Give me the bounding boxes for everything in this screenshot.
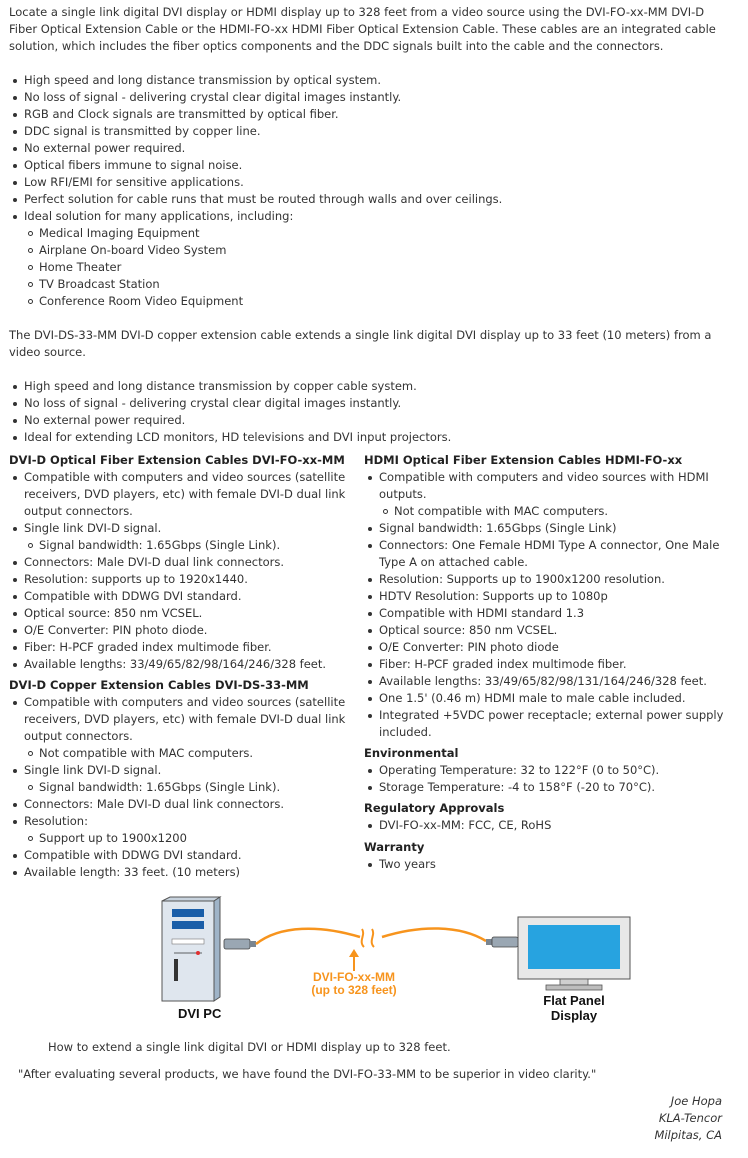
list-item: Ideal for extending LCD monitors, HD televisions and DVI input projectors. (24, 429, 744, 446)
regulatory-heading: Regulatory Approvals (364, 801, 505, 815)
list-item: Compatible with computers and video sources (satellite receivers, DVD players, etc) with female DVI-D dual link output connectors. (24, 469, 359, 520)
list-item: O/E Converter: PIN photo diode. (24, 622, 359, 639)
fiber-features-list (9, 72, 744, 310)
list-item: Not compatible with MAC computers. (39, 745, 359, 762)
warranty-heading: Warranty (364, 840, 425, 854)
fiber-cable-left (256, 929, 360, 944)
dvi-copper-list (9, 694, 359, 881)
list-item: Available lengths: 33/49/65/82/98/164/246/328 feet. (24, 656, 359, 673)
connection-diagram (150, 895, 640, 1030)
list-item: Operating Temperature: 32 to 122°F (0 to 50°C). (379, 762, 724, 779)
list-item: Conference Room Video Equipment (39, 293, 744, 310)
list-item: Connectors: Male DVI-D dual link connectors. (24, 554, 359, 571)
up-arrow-icon (349, 949, 359, 971)
list-item: Home Theater (39, 259, 744, 276)
list-item (379, 469, 724, 520)
sub-list (24, 537, 359, 554)
list-item: Optical source: 850 nm VCSEL. (379, 622, 724, 639)
pc-label: DVI PC (178, 1006, 222, 1021)
list-item-text: Ideal solution for many applications, including: (24, 209, 294, 223)
environmental-heading: Environmental (364, 746, 459, 760)
list-item: No external power required. (24, 140, 744, 157)
list-item: Perfect solution for cable runs that must be routed through walls and over ceilings. (24, 191, 744, 208)
sub-list (24, 830, 359, 847)
display-label-line2: Display (550, 1008, 598, 1023)
signature-location: Milpitas, CA (654, 1128, 722, 1142)
applications-list (24, 225, 744, 310)
signature-name: Joe Hopa (670, 1094, 722, 1108)
list-item: RGB and Clock signals are transmitted by optical fiber. (24, 106, 744, 123)
list-item: Signal bandwidth: 1.65Gbps (Single Link). (39, 779, 359, 796)
list-item-text: Single link DVI-D signal. (24, 521, 162, 535)
list-item (24, 813, 359, 847)
list-item: DDC signal is transmitted by copper line. (24, 123, 744, 140)
diagram-caption: How to extend a single link digital DVI or HDMI display up to 328 feet. (48, 1040, 451, 1054)
cable-break-icon (362, 929, 364, 947)
testimonial-signature (654, 1093, 722, 1144)
dvi-copper-heading: DVI-D Copper Extension Cables DVI-DS-33-MM (9, 678, 309, 692)
list-item: High speed and long distance transmission by optical system. (24, 72, 744, 89)
list-item: Low RFI/EMI for sensitive applications. (24, 174, 744, 191)
dvi-connector-left-icon (224, 939, 256, 949)
list-item: Resolution: supports up to 1920x1440. (24, 571, 359, 588)
dvi-connector-right-icon (486, 937, 518, 947)
environmental-list (364, 762, 724, 796)
hdmi-fiber-heading: HDMI Optical Fiber Extension Cables HDMI-FO-xx (364, 453, 683, 467)
list-item: Integrated +5VDC power receptacle; external power supply included. (379, 708, 724, 739)
dvi-fiber-list (9, 469, 359, 673)
cable-label: DVI-FO-xx-MM (313, 970, 395, 984)
list-item: Airplane On-board Video System (39, 242, 744, 259)
list-item: No loss of signal - delivering crystal clear digital images instantly. (24, 395, 744, 412)
list-item: Resolution: Supports up to 1900x1200 resolution. (379, 571, 724, 588)
list-item: One 1.5' (0.46 m) HDMI male to male cable included. (379, 690, 724, 707)
list-item: Fiber: H-PCF graded index multimode fiber. (24, 639, 359, 656)
pc-tower-icon (162, 897, 220, 1001)
list-item: Signal bandwidth: 1.65Gbps (Single Link). (39, 537, 359, 554)
list-item: Fiber: H-PCF graded index multimode fiber. (379, 656, 724, 673)
list-item: Connectors: One Female HDMI Type A connector, One Male Type A on attached cable. (379, 537, 724, 571)
list-item: TV Broadcast Station (39, 276, 744, 293)
list-item: O/E Converter: PIN photo diode (379, 639, 724, 656)
list-item: Two years (379, 856, 724, 873)
right-column (364, 452, 724, 873)
list-item: Compatible with HDMI standard 1.3 (379, 605, 724, 622)
sub-list (24, 779, 359, 796)
list-item-text: Compatible with computers and video sources with HDMI outputs. (379, 470, 709, 501)
list-item: DVI-FO-xx-MM: FCC, CE, RoHS (379, 817, 724, 834)
list-item (24, 208, 744, 310)
list-item: Storage Temperature: -4 to 158°F (-20 to 70°C). (379, 779, 724, 796)
display-label-line1: Flat Panel (543, 993, 605, 1008)
flat-panel-display-icon (518, 917, 630, 990)
list-item: Not compatible with MAC computers. (394, 503, 724, 520)
cable-break-icon (372, 929, 374, 947)
regulatory-list (364, 817, 724, 834)
dvi-fiber-heading: DVI-D Optical Fiber Extension Cables DVI-FO-xx-MM (9, 453, 345, 467)
list-item: Signal bandwidth: 1.65Gbps (Single Link) (379, 520, 724, 537)
hdmi-fiber-list (364, 469, 724, 741)
list-item: Optical fibers immune to signal noise. (24, 157, 744, 174)
sub-list (24, 745, 359, 762)
list-item: Available lengths: 33/49/65/82/98/131/164/246/328 feet. (379, 673, 724, 690)
sub-list (379, 503, 724, 520)
copper-features-list (9, 378, 744, 446)
list-item (24, 694, 359, 762)
warranty-list (364, 856, 724, 873)
list-item-text: Compatible with computers and video sources (satellite receivers, DVD players, etc) with female DVI-D dual link output connectors. (24, 695, 346, 743)
list-item: Compatible with DDWG DVI standard. (24, 588, 359, 605)
intro-copper-paragraph: The DVI-DS-33-MM DVI-D copper extension cable extends a single link digital DVI display up to 33 feet (10 meters) from a video source. (9, 328, 712, 359)
testimonial-quote: "After evaluating several products, we have found the DVI-FO-33-MM to be superior in video clarity." (18, 1067, 597, 1081)
list-item: Optical source: 850 nm VCSEL. (24, 605, 359, 622)
list-item (24, 520, 359, 554)
list-item: HDTV Resolution: Supports up to 1080p (379, 588, 724, 605)
fiber-cable-right (382, 928, 486, 941)
list-item: Support up to 1900x1200 (39, 830, 359, 847)
list-item: Available length: 33 feet. (10 meters) (24, 864, 359, 881)
list-item (24, 762, 359, 796)
list-item: No loss of signal - delivering crystal clear digital images instantly. (24, 89, 744, 106)
list-item: Connectors: Male DVI-D dual link connectors. (24, 796, 359, 813)
list-item: Compatible with DDWG DVI standard. (24, 847, 359, 864)
list-item-text: Single link DVI-D signal. (24, 763, 162, 777)
list-item-text: Resolution: (24, 814, 88, 828)
intro-fiber-paragraph: Locate a single link digital DVI display or HDMI display up to 328 feet from a video source using the DVI-FO-xx-MM DVI-D Fiber Optical Extension Cable or the HDMI-FO-xx HDMI Fiber Optical Extension Cable. These cables are an integrated cable solution, which includes the fiber optics components and the DDC signals built into the cable and the connectors. (9, 5, 716, 53)
list-item: No external power required. (24, 412, 744, 429)
signature-company: KLA-Tencor (658, 1111, 722, 1125)
cable-sublabel: (up to 328 feet) (311, 983, 397, 997)
list-item: High speed and long distance transmission by copper cable system. (24, 378, 744, 395)
left-column (9, 452, 359, 881)
list-item: Medical Imaging Equipment (39, 225, 744, 242)
